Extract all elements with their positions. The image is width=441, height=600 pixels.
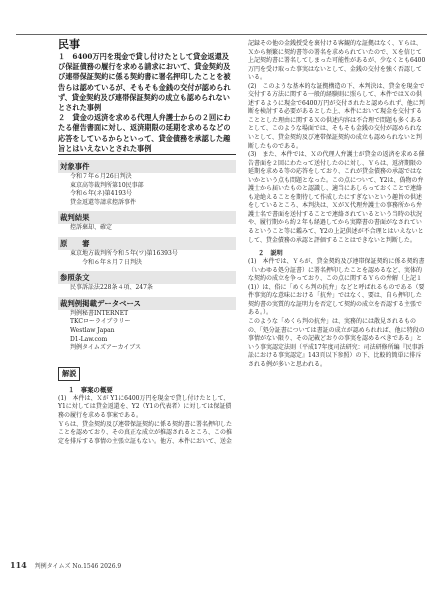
origin-line: 令和６年８月７日判決	[82, 258, 143, 266]
reference-line: 民事訴訟法228条４項、247条	[70, 284, 153, 292]
database-line: TKCローライブラリー	[70, 318, 131, 326]
journal-citation: 判例タイムズ No.1546 2026.9	[34, 563, 122, 570]
case-line: 貸金返還等請求控訴事件	[70, 198, 137, 206]
result-title: 裁判結果	[58, 211, 236, 224]
headnote-point-2: ２ 貸金の返済を求める代理人弁護士からの２回にわたる催告書面に対し、返済期限の延期を求めるなどの応答をしているからといって、貸金債務を承認した趣旨とはいえないとされた事例	[58, 113, 231, 153]
case-line: 令和６年(ネ)第4193号	[70, 190, 132, 198]
origin-title: 原 審	[58, 237, 236, 250]
headnote	[58, 52, 236, 154]
body-paragraph: (3) また、本件では、Ｘの代理人弁護士が貸金の返済を求める催告書面を２回にわたって送付したのに対し、Ｙらは、返済期限の延期を求める等の応答をしており、これが貸金債務の承認ではないかという点も問題となった。この点について、Y2は、偽物の弁護士から届いたものと認識し、適当にあしらっておくことで連絡も途絶えることを期待して作成したにすぎないという趣旨の供述をしているところ、本判決は、ＸがＸ代理弁護士の事務所から弁護士名で書面を送付することで連絡されているという当時の状況や、履行期から約２年も経過してから実際書の書面がなされているということ等に鑑みて、Y2の上記供述が不合理とはいえないとして、貸金債務の承認と評価することはできないと判断した。	[248, 151, 425, 244]
explanation-subheading: ２ 説明	[258, 250, 283, 258]
commentary-subheading: １ 事案の概要	[68, 385, 113, 394]
section-title: 民事	[58, 38, 80, 51]
case-metadata	[58, 154, 236, 353]
database-line: 判例秘書INTERNET	[70, 309, 129, 317]
body-paragraph: (2) このような基本的な証拠構造の下、本判決は、貸金を現金で交付する方法に関する一般的経験則に照らして、本件ではＸの供述するように現金で6400万円が交付されたと認められず、他に判断を検討する必要があるとした上、本件において現金を交付することとした理由に関するＸの供述内容は不合理で問題も多くあるとして、このような場面では、そもそも金銭の交付が認められないとして、貸金契約及び連帯保証契約の成立も認められないと判断したものである。	[248, 82, 425, 150]
commentary-label: 解説	[58, 367, 80, 381]
reference-title: 参照条文	[58, 271, 236, 284]
body-paragraph: このような「めくら判の抗弁」は、実務的には散見されるものの、「処分証書については書証の成立が認められれば、他に特段の事情がない限り、その記載どおりの事実を認めるべきである」という事実認定法則（平成17年度司法研究：司法研修所編『民事訴訟における事実認定』143頁以下参照）の下、比較的簡単に排斥される例が多いと思われる。	[248, 317, 425, 368]
database-line: D1-Law.com	[70, 335, 108, 343]
header-rule	[16, 34, 427, 35]
page-footer	[10, 560, 121, 570]
commentary-paragraph: (1) 本件は、Ｘが Y1に6400万円を現金で貸し付けたとして、Y1に対しては貸金返還を、Y2（Y1の代表者）に対しては保証債務の履行を求める事案である。	[58, 394, 232, 419]
body-paragraph: (1) 本件では、Ｙらが、貸金契約及び連帯保証契約に係る契約書（いわゆる処分証書）に署名押印したことを認めるなど、実体的な契約の成立を争っており、この点に関するＹらの弁解（上記１(1)）は、俗に「めくら判の抗弁」などと呼ばれるものである（要件事実的な意味における「抗弁」ではなく、要は、自ら押印した契約書の実質的な証明力を否定して契約の成立を否認する主張である。）。	[248, 258, 425, 317]
database-title: 裁判例掲載データベース	[58, 297, 236, 310]
database-line: 判例タイムズアーカイブス	[70, 344, 141, 352]
database-line: Westlaw Japan	[70, 326, 115, 334]
case-title: 対象事件	[58, 160, 236, 173]
page-number: 114	[10, 560, 27, 570]
commentary-section	[58, 361, 236, 447]
body-paragraph: 記録その他の金銭授受を裏付ける客観的な証拠はなく、Ｙらは、Ｘから頻繁に契約書等の署名を求められていたので、Ｘを信じて上記契約書に署名してしまった可能性があるが、少なくとも6400万円を受け取った事実はないとして、金銭の交付を強く否認している。	[248, 40, 426, 82]
commentary-paragraph: Ｙらは、貸金契約及び連帯保証契約に係る契約書に署名押印したことを認めており、その真正な成立が推認されるところ、この推定を排斥する事情の主張立証もない。他方、本件において、送金	[58, 420, 233, 445]
case-line: 令和７年６月26日判決	[70, 173, 132, 181]
result-line: 控訴棄却、確定	[70, 224, 113, 232]
right-column	[248, 40, 426, 369]
left-column	[58, 52, 236, 446]
origin-line: 東京地方裁判所令和５年(ワ)第16393号	[70, 250, 178, 257]
case-line: 東京高等裁判所第10民事部	[70, 181, 144, 189]
headnote-point-1: １ 6400万円を現金で貸し付けたとして貸金返還及び保証債務の履行を求める請求において、貸金契約及び連帯保証契約に係る契約書に署名押印したことを被告らは認めているが、そもそも金銭の交付が認められず、貸金契約及び連帯保証契約の成立も認められないとされた事例	[58, 52, 231, 113]
